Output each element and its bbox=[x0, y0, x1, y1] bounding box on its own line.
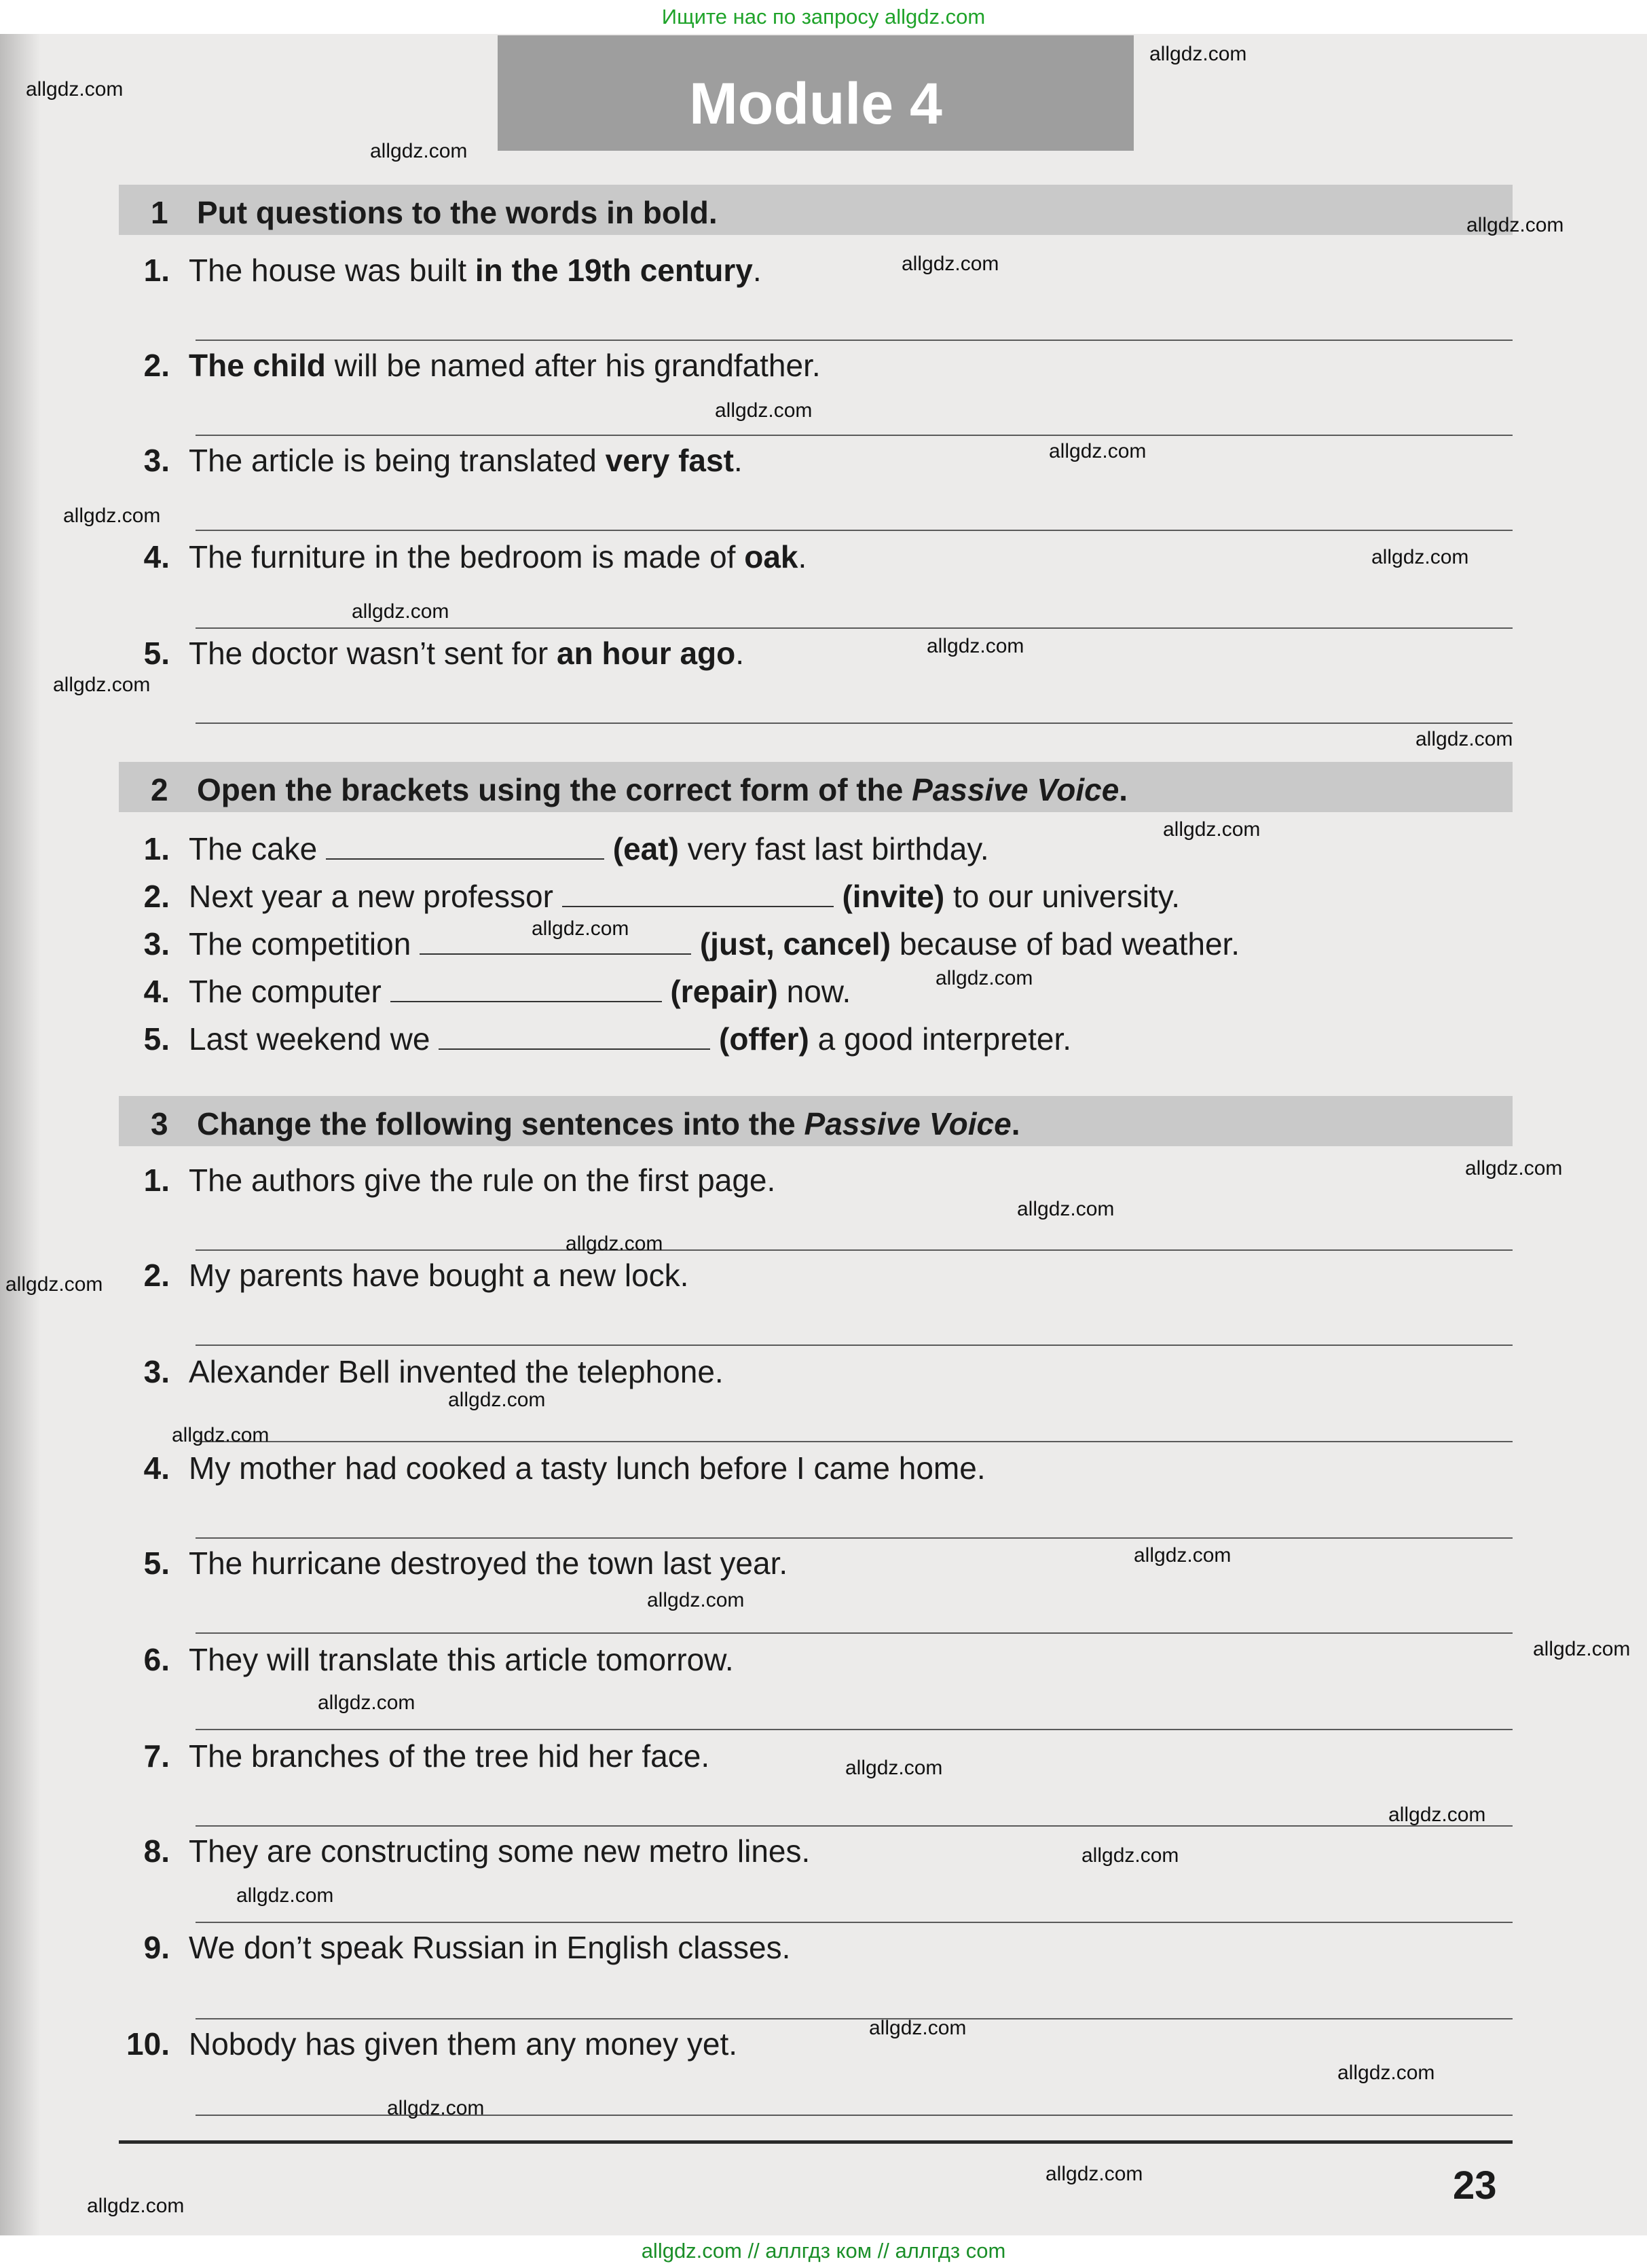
task-3-title bbox=[197, 1105, 1020, 1142]
module-title: Module 4 bbox=[689, 71, 942, 136]
item-text: Next year a new professor bbox=[189, 879, 562, 914]
item-bold-text: an hour ago bbox=[557, 636, 736, 671]
watermark: allgdz.com bbox=[370, 140, 468, 162]
item-text: The cake bbox=[189, 831, 326, 866]
watermark: allgdz.com bbox=[87, 2195, 185, 2217]
item-text: The article is being translated bbox=[189, 443, 606, 478]
page-number: 23 bbox=[1453, 2163, 1497, 2208]
item-number: 3. bbox=[143, 926, 170, 962]
task-1-item-4 bbox=[122, 539, 807, 574]
watermark: allgdz.com bbox=[1533, 1638, 1631, 1660]
item-text: Alexander Bell invented the telephone. bbox=[189, 1354, 724, 1389]
item-number: 6. bbox=[143, 1642, 170, 1677]
watermark: allgdz.com bbox=[1134, 1544, 1232, 1567]
task-2-header bbox=[119, 762, 1513, 812]
item-text: The branches of the tree hid her face. bbox=[189, 1738, 710, 1774]
answer-line[interactable] bbox=[196, 435, 1513, 436]
watermark: allgdz.com bbox=[869, 2017, 967, 2039]
task-3-item-9 bbox=[122, 1930, 790, 1965]
item-number: 3. bbox=[143, 1354, 170, 1389]
watermark: allgdz.com bbox=[172, 1424, 270, 1446]
watermark: allgdz.com bbox=[566, 1232, 663, 1255]
answer-line[interactable] bbox=[196, 1729, 1513, 1730]
answer-line[interactable] bbox=[196, 1825, 1513, 1827]
title-italic: Passive Voice bbox=[912, 772, 1119, 807]
watermark: allgdz.com bbox=[1465, 1157, 1563, 1179]
task-3-item-8 bbox=[122, 1833, 810, 1869]
watermark: allgdz.com bbox=[1163, 818, 1261, 841]
watermark: allgdz.com bbox=[63, 505, 161, 527]
answer-line[interactable] bbox=[196, 1249, 1513, 1251]
task-1-item-3 bbox=[122, 443, 743, 478]
item-text: The authors give the rule on the first page. bbox=[189, 1163, 776, 1198]
watermark: allgdz.com bbox=[845, 1757, 943, 1779]
item-number: 1. bbox=[143, 831, 170, 866]
item-text: My parents have bought a new lock. bbox=[189, 1258, 689, 1293]
item-number: 1. bbox=[143, 253, 170, 288]
item-text: Nobody has given them any money yet. bbox=[189, 2026, 738, 2062]
watermark: allgdz.com bbox=[532, 917, 629, 940]
task-3-item-4 bbox=[122, 1450, 986, 1486]
task-1-number: 1 bbox=[151, 195, 168, 230]
watermark: allgdz.com bbox=[715, 399, 813, 422]
item-number: 3. bbox=[143, 443, 170, 478]
watermark: allgdz.com bbox=[53, 674, 151, 696]
answer-line[interactable] bbox=[196, 340, 1513, 341]
title-text: . bbox=[1119, 772, 1128, 807]
item-number: 4. bbox=[143, 539, 170, 574]
verb-hint: (just, cancel) bbox=[699, 926, 891, 962]
watermark: allgdz.com bbox=[352, 600, 449, 623]
task-3-number: 3 bbox=[151, 1106, 168, 1141]
item-text: They are constructing some new metro lines. bbox=[189, 1833, 811, 1869]
footer-rule bbox=[119, 2140, 1513, 2144]
title-text: Change the following sentences into the bbox=[197, 1106, 804, 1141]
fill-blank[interactable] bbox=[562, 879, 834, 907]
watermark: allgdz.com bbox=[236, 1884, 334, 1907]
verb-hint: (invite) bbox=[842, 879, 945, 914]
watermark: allgdz.com bbox=[1045, 2163, 1143, 2185]
item-text: The furniture in the bedroom is made of bbox=[189, 539, 745, 574]
fill-blank[interactable] bbox=[439, 1021, 710, 1050]
item-text: . bbox=[752, 253, 762, 288]
watermark: allgdz.com bbox=[1388, 1804, 1486, 1826]
item-number: 5. bbox=[143, 1545, 170, 1581]
answer-line[interactable] bbox=[196, 627, 1513, 629]
answer-line[interactable] bbox=[196, 1537, 1513, 1539]
watermark: allgdz.com bbox=[448, 1389, 546, 1411]
item-bold-text: very fast bbox=[605, 443, 734, 478]
watermark: allgdz.com bbox=[936, 967, 1033, 989]
task-1-item-2 bbox=[122, 348, 821, 383]
task-1-header bbox=[119, 185, 1513, 235]
top-banner[interactable]: Ищите нас по запросу allgdz.com bbox=[0, 0, 1647, 34]
title-italic: Passive Voice bbox=[804, 1106, 1012, 1141]
task-3-item-6 bbox=[122, 1642, 734, 1677]
task-3-item-2 bbox=[122, 1258, 688, 1293]
task-1-item-1 bbox=[122, 253, 762, 288]
item-text: The competition bbox=[189, 926, 420, 962]
item-bold-text: The child bbox=[189, 348, 326, 383]
verb-hint: (offer) bbox=[719, 1021, 809, 1057]
item-text: because of bad weather. bbox=[891, 926, 1240, 962]
item-text: The hurricane destroyed the town last year. bbox=[189, 1545, 788, 1581]
task-3-item-3 bbox=[122, 1354, 724, 1389]
item-text: My mother had cooked a tasty lunch before I came home. bbox=[189, 1450, 986, 1486]
task-2-item-1 bbox=[122, 831, 989, 866]
answer-line[interactable] bbox=[196, 1441, 1513, 1442]
verb-hint: (repair) bbox=[670, 974, 778, 1009]
task-3-item-1 bbox=[122, 1163, 775, 1198]
watermark: allgdz.com bbox=[1017, 1198, 1115, 1220]
item-text: will be named after his grandfather. bbox=[325, 348, 821, 383]
watermark: allgdz.com bbox=[26, 78, 124, 100]
item-text: a good interpreter. bbox=[809, 1021, 1072, 1057]
item-number: 2. bbox=[143, 879, 170, 914]
item-text: . bbox=[798, 539, 807, 574]
task-1-title: Put questions to the words in bold. bbox=[197, 195, 718, 230]
task-3-item-7 bbox=[122, 1738, 709, 1774]
watermark: allgdz.com bbox=[927, 635, 1024, 657]
verb-hint: (eat) bbox=[612, 831, 679, 866]
fill-blank[interactable] bbox=[390, 974, 662, 1002]
task-3-header bbox=[119, 1096, 1513, 1146]
item-text: They will translate this article tomorrow. bbox=[189, 1642, 734, 1677]
task-2-item-3 bbox=[122, 926, 1240, 962]
title-text: . bbox=[1011, 1106, 1020, 1141]
module-header bbox=[498, 35, 1134, 151]
watermark: allgdz.com bbox=[1337, 2062, 1435, 2084]
watermark: allgdz.com bbox=[1049, 440, 1147, 462]
answer-line[interactable] bbox=[196, 2018, 1513, 2019]
task-2-title bbox=[197, 771, 1128, 808]
item-text: The doctor wasn’t sent for bbox=[189, 636, 557, 671]
item-text: very fast last birthday. bbox=[678, 831, 989, 866]
item-text: . bbox=[735, 636, 745, 671]
item-text: We don’t speak Russian in English classes. bbox=[189, 1930, 791, 1965]
item-text: The house was built bbox=[189, 253, 475, 288]
task-1-item-5 bbox=[122, 636, 744, 671]
item-number: 4. bbox=[143, 974, 170, 1009]
item-text: Last weekend we bbox=[189, 1021, 439, 1057]
fill-blank[interactable] bbox=[326, 831, 604, 860]
item-number: 8. bbox=[143, 1833, 170, 1869]
watermark: allgdz.com bbox=[387, 2097, 485, 2119]
item-number: 2. bbox=[143, 1258, 170, 1293]
item-number: 5. bbox=[143, 1021, 170, 1057]
page-shadow bbox=[0, 34, 41, 2235]
item-bold-text: in the 19th century bbox=[475, 253, 753, 288]
task-2-item-5 bbox=[122, 1021, 1071, 1057]
answer-line[interactable] bbox=[196, 1922, 1513, 1923]
item-number: 9. bbox=[143, 1930, 170, 1965]
answer-line[interactable] bbox=[196, 723, 1513, 724]
item-text: . bbox=[733, 443, 743, 478]
watermark: allgdz.com bbox=[647, 1589, 745, 1611]
watermark: allgdz.com bbox=[1149, 43, 1247, 65]
item-number: 7. bbox=[143, 1738, 170, 1774]
watermark: allgdz.com bbox=[1371, 546, 1469, 568]
item-number: 1. bbox=[143, 1163, 170, 1198]
task-3-item-5 bbox=[122, 1545, 788, 1581]
item-number: 10. bbox=[126, 2026, 170, 2062]
watermark: allgdz.com bbox=[318, 1691, 415, 1714]
item-number: 5. bbox=[143, 636, 170, 671]
answer-line[interactable] bbox=[196, 1345, 1513, 1346]
item-text: to our university. bbox=[944, 879, 1181, 914]
item-bold-text: oak bbox=[744, 539, 798, 574]
item-number: 4. bbox=[143, 1450, 170, 1486]
answer-line[interactable] bbox=[196, 530, 1513, 531]
watermark: allgdz.com bbox=[5, 1273, 103, 1296]
item-text: The computer bbox=[189, 974, 390, 1009]
task-2-item-2 bbox=[122, 879, 1180, 914]
task-3-item-10 bbox=[122, 2026, 737, 2062]
watermark: allgdz.com bbox=[1415, 728, 1513, 750]
watermark: allgdz.com bbox=[1466, 214, 1564, 236]
bottom-banner[interactable]: allgdz.com // аллгдз ком // аллгдз com bbox=[0, 2235, 1647, 2268]
watermark: allgdz.com bbox=[1081, 1844, 1179, 1867]
task-2-item-4 bbox=[122, 974, 851, 1009]
answer-line[interactable] bbox=[196, 1632, 1513, 1634]
item-text: now. bbox=[777, 974, 851, 1009]
task-2-number: 2 bbox=[151, 772, 168, 807]
item-number: 2. bbox=[143, 348, 170, 383]
title-text: Open the brackets using the correct form of the bbox=[197, 772, 912, 807]
watermark: allgdz.com bbox=[902, 253, 999, 275]
